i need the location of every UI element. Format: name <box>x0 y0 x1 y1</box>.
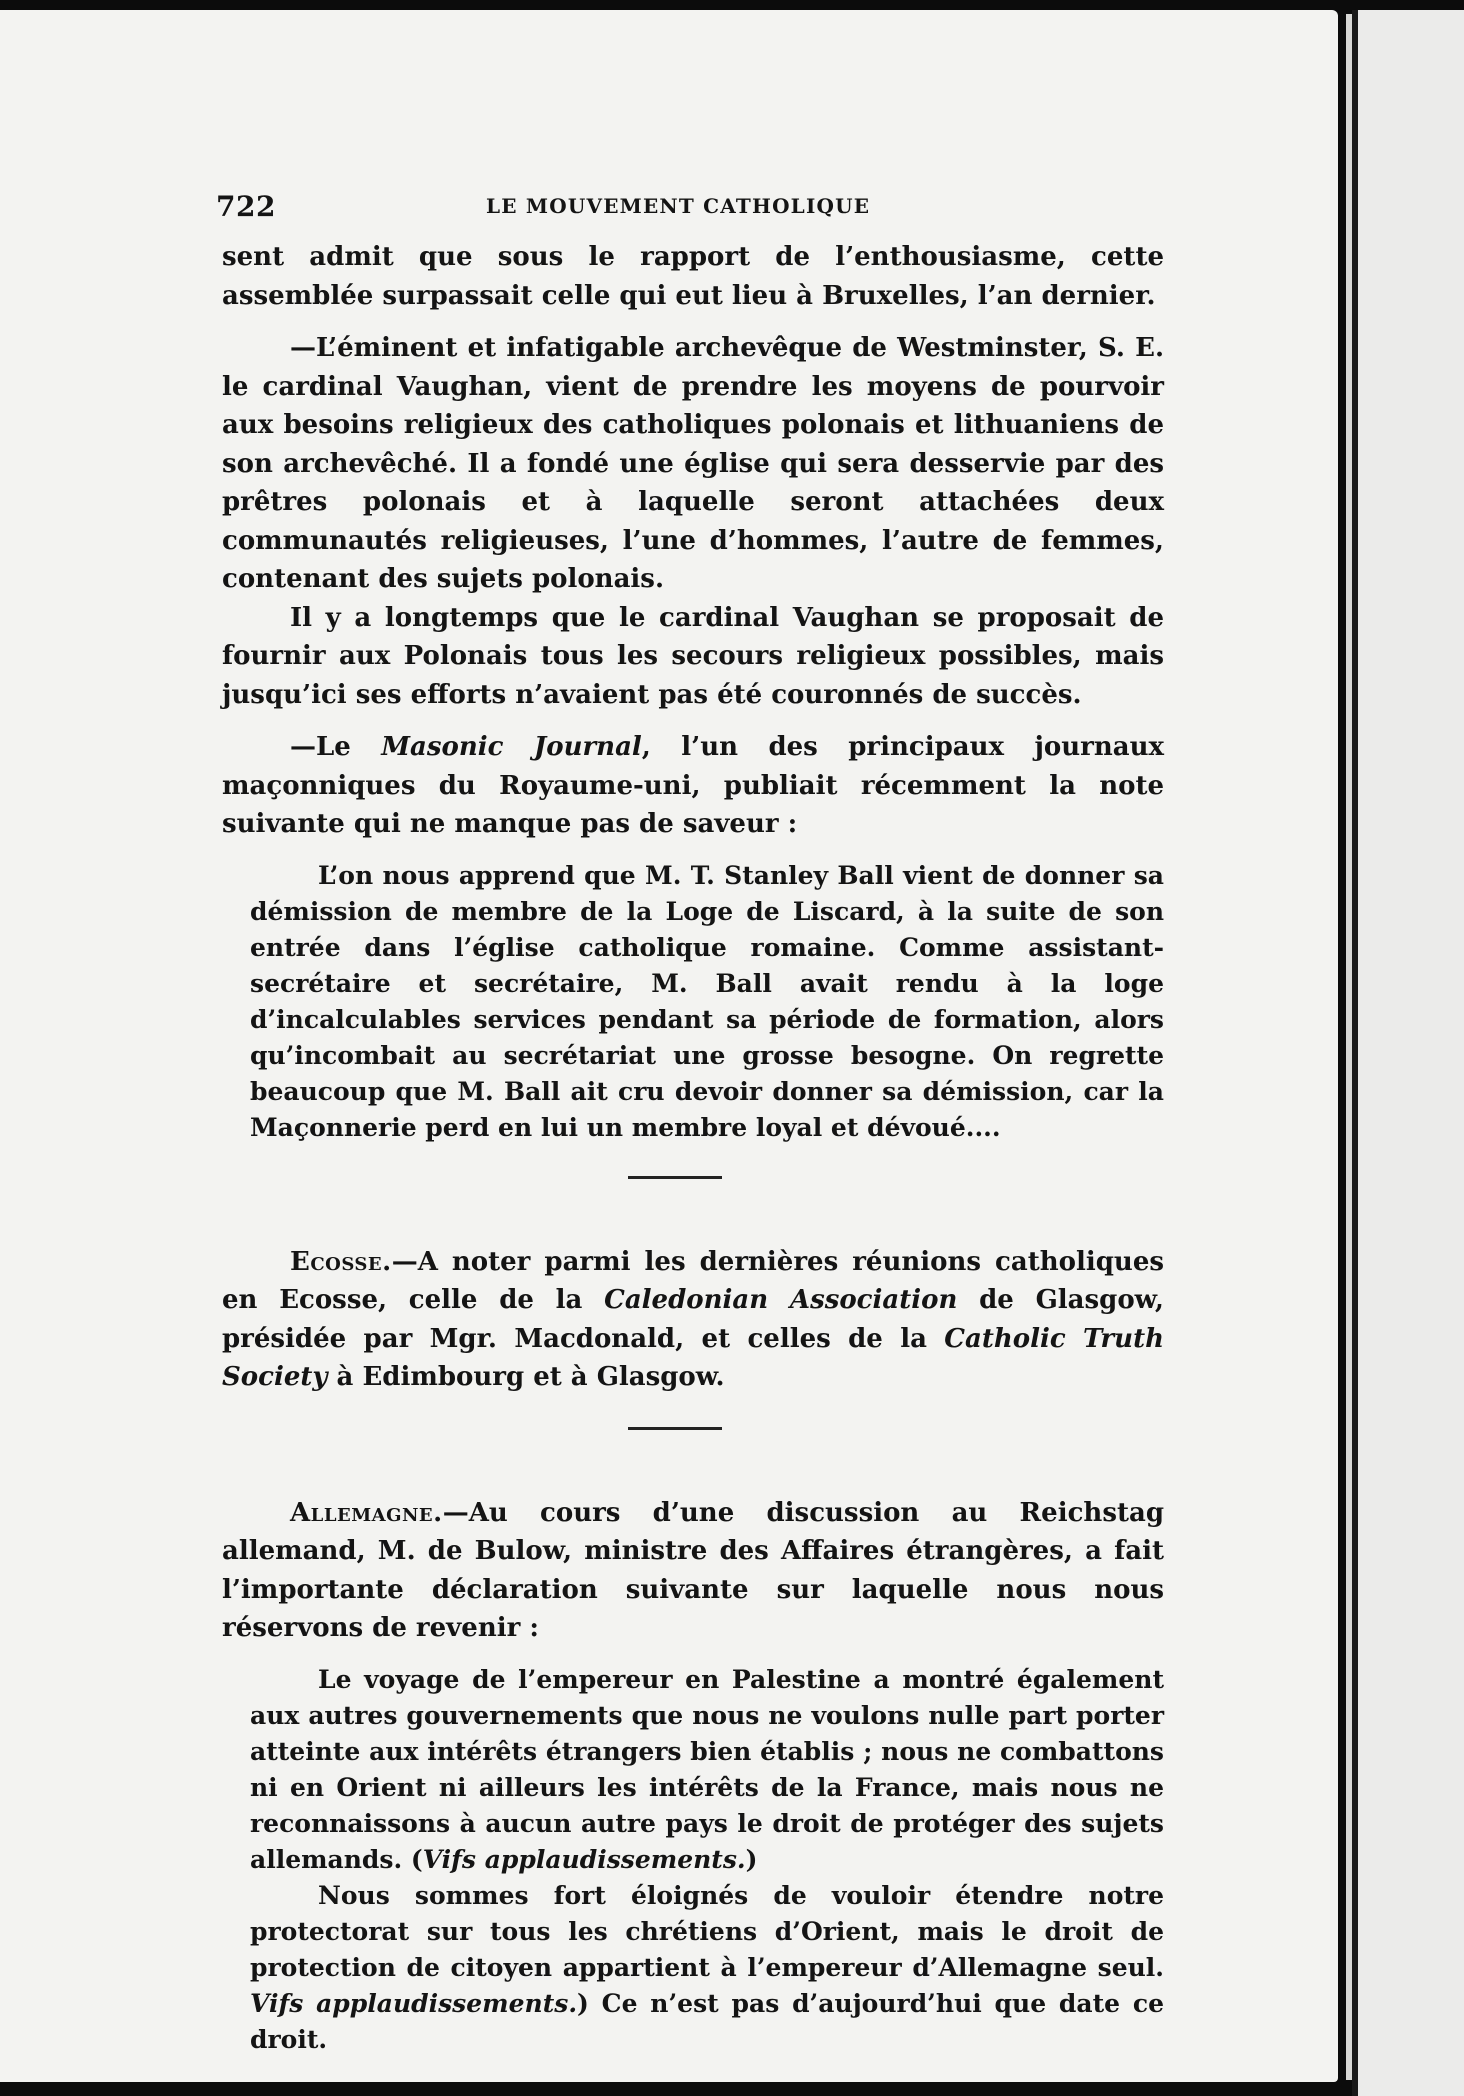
text-run: , l’un des principaux journaux maçonniques du Royaume-uni, publiait récemment la note suivante qui ne manque pas de saveur : <box>222 732 1164 839</box>
text-run: à Edimbourg et à Glasgow. <box>327 1362 725 1392</box>
paragraph-ecosse <box>222 1243 1164 1397</box>
section-label: Ecosse. <box>290 1246 392 1277</box>
next-page-edge <box>1358 10 1464 2096</box>
paragraph-vaughan: Il y a longtemps que le cardinal Vaughan se proposait de fournir aux Polonais tous les secours religieux possibles, mais jusqu’ici ses efforts n’avaient pas été couronnés de succès. <box>222 602 1164 710</box>
paragraph-westminster: —L’éminent et infatigable archevêque de Westminster, S. E. le cardinal Vaughan, vient de prendre les moyens de pourvoir aux besoins religieux des catholiques polonais et lithuaniens de son archevêché. Il a fondé une église qui sera desservie par des prêtres polonais et à laquelle seront attachées deux communautés religieuses, l’une d’hommes, l’autre de femmes, contenant des sujets polonais. <box>222 333 1164 594</box>
applause-note: Vifs applaudissements. <box>422 1844 746 1874</box>
quote-paragraph: L’on nous apprend que M. T. Stanley Ball vient de donner sa démission de membre de la Loge de Liscard, à la suite de son entrée dans l’église catholique romaine. Comme assistant-secrétaire et secrétaire, M. Ball avait rendu à la loge d’incalculables services pendant sa période de formation, alors qu’incombait au secrétariat une grosse besogne. On regrette beaucoup que M. Ball ait cru devoir donner sa démission, car la Maçonnerie perd en lui un membre loyal et dévoué.... <box>250 860 1164 1142</box>
section-divider <box>628 1176 722 1179</box>
organization-name: Caledonian Association <box>604 1285 958 1315</box>
block-quote <box>250 1662 1164 2058</box>
text-run: —Le <box>290 732 382 762</box>
journal-title: Masonic Journal <box>381 732 642 762</box>
text-run: de Glasgow, présidée par Mgr. Macdonald, et celles de la <box>222 1285 1164 1354</box>
text-run: —Au cours d’une discussion au Reichstag allemand, M. de Bulow, ministre des Affaires étrangères, a fait l’importante déclaration suivante sur laquelle nous nous réservons de revenir : <box>222 1497 1164 1643</box>
section-label: Allemagne. <box>290 1497 443 1528</box>
paragraph-continuation: sent admit que sous le rapport de l’enthousiasme, cette assemblée surpassait celle qui eut lieu à Bruxelles, l’an dernier. <box>222 242 1164 311</box>
paragraph-allemagne <box>222 1494 1164 1648</box>
text-run: ) <box>745 1844 758 1874</box>
page-number: 722 <box>216 190 276 223</box>
text-run: —A noter parmi les dernières réunions catholiques en Ecosse, celle de la <box>222 1246 1164 1315</box>
page-body <box>222 238 1164 2058</box>
text-run: ) Ce n’est pas d’aujourd’hui que date ce droit. <box>250 1988 1164 2054</box>
applause-note: Vifs applaudissements. <box>250 1988 578 2018</box>
quote-paragraph <box>250 1662 1164 1878</box>
block-quote <box>250 858 1164 1146</box>
section-divider <box>628 1427 722 1430</box>
quote-paragraph <box>250 1878 1164 2058</box>
paragraph-masonic-journal <box>222 728 1164 844</box>
text-run: Le voyage de l’empereur en Palestine a montré également aux autres gouvernements que nous ne voulons nulle part porter atteinte aux intérêts étrangers bien établis ; nous ne combattons ni en Orient ni ailleurs les intérêts de la France, mais nous ne reconnaissons à aucun autre pays le droit de protéger des sujets allemands. ( <box>250 1664 1164 1874</box>
running-head: LE MOUVEMENT CATHOLIQUE <box>486 194 871 218</box>
organization-name: Catholic Truth Society <box>222 1323 1164 1392</box>
page-header <box>216 190 916 234</box>
text-run: Nous sommes fort éloignés de vouloir étendre notre protectorat sur tous les chrétiens d’Orient, mais le droit de protection de citoyen appartient à l’empereur d’Allemagne seul. <box>250 1880 1164 1982</box>
